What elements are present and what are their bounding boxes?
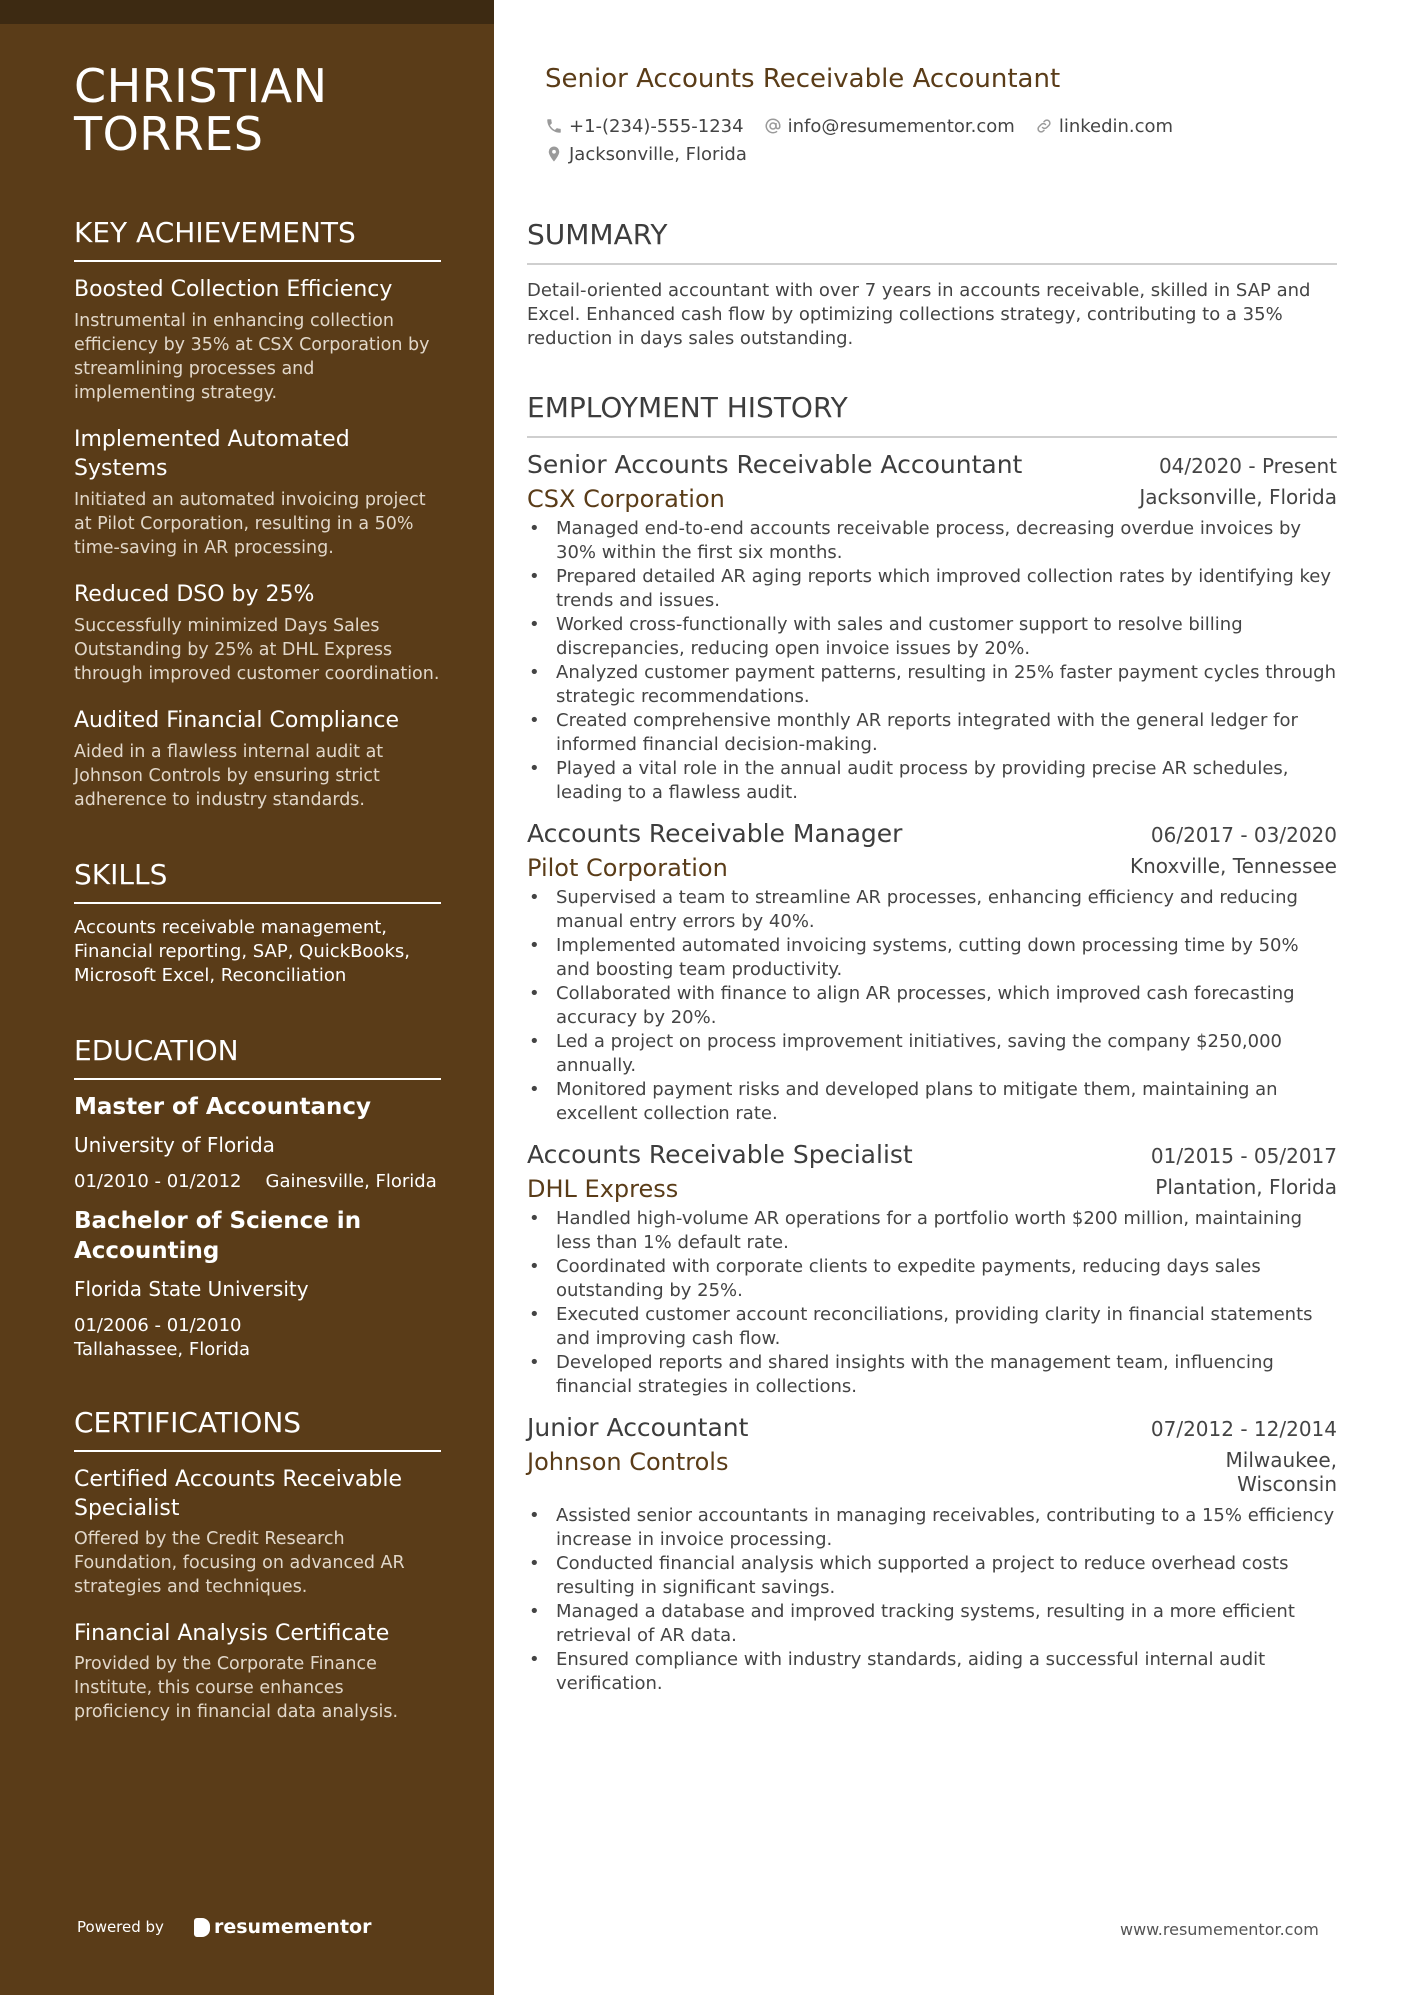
achievement-title: Boosted Collection Efficiency [74,277,393,302]
cert-desc: Provided by the Corporate Finance Institute, this course enhances proficiency in financial data analysis. [74,1654,399,1722]
brand-name: resumementor [213,1916,372,1938]
edu-dates: 01/2010 - 01/2012 [74,1171,242,1192]
edu-school: Florida State University [74,1277,309,1301]
summary-section [527,218,1337,351]
brand-logo[interactable] [194,1916,372,1938]
contact-phone[interactable] [545,116,744,137]
certification-item [74,1619,441,1724]
achievement-item [74,425,441,560]
job-role: Senior Accounts Receivable Accountant [527,450,1023,479]
bullet-item: • Ensured compliance with industry standards, aiding a successful internal audit verification. [527,1648,1337,1696]
edu-school: University of Florida [74,1133,275,1157]
name-first: CHRISTIAN [74,59,328,113]
job-location: Plantation, Florida [1155,1175,1337,1199]
contact-email[interactable] [764,116,1015,137]
job-location-line2: Wisconsin [1237,1472,1337,1496]
education-heading: EDUCATION [74,1034,441,1080]
job-company: CSX Corporation [527,485,725,513]
edu-location: Gainesville, Florida [265,1171,437,1192]
phone-text: +1-(234)-555-1234 [569,115,744,137]
at-icon [764,117,782,135]
bullet-item: • Managed a database and improved tracking systems, resulting in a more efficient retrieval of AR data. [527,1600,1337,1648]
edu-meta [74,1170,441,1194]
bullet-item: • Managed end-to-end accounts receivable process, decreasing overdue invoices by 30% within the first six months. [527,517,1337,565]
bullet-item: • Created comprehensive monthly AR reports integrated with the general ledger for informed financial decision-making. [527,709,1337,757]
location-text: Jacksonville, Florida [569,143,747,165]
achievement-desc: Aided in a flawless internal audit at Johnson Controls by ensuring strict adherence to industry standards. [74,742,384,810]
linkedin-text: linkedin.com [1058,115,1174,137]
edu-location: Tallahassee, Florida [74,1339,251,1360]
powered-by [77,1916,371,1938]
job-bullets [527,886,1337,1126]
bullet-item: • Worked cross-functionally with sales and customer support to resolve billing discrepancies, reducing open invoice issues by 20%. [527,613,1337,661]
employment-heading: EMPLOYMENT HISTORY [527,391,1337,438]
bullet-item: • Prepared detailed AR aging reports which improved collection rates by identifying key trends and issues. [527,565,1337,613]
phone-icon [545,117,563,135]
contact-linkedin[interactable] [1035,116,1173,137]
job-company: Pilot Corporation [527,854,728,882]
bullet-item: • Handled high-volume AR operations for a portfolio worth $200 million, maintaining less than 1% default rate. [527,1207,1337,1255]
job-dates: 01/2015 - 05/2017 [1150,1144,1337,1168]
job-location: Knoxville, Tennessee [1129,854,1337,878]
education-item [74,1206,441,1362]
bullet-item: • Coordinated with corporate clients to expedite payments, reducing days sales outstanding by 25%. [527,1255,1337,1303]
job-location: Jacksonville, Florida [1139,485,1337,509]
job-bullets [527,1504,1337,1696]
achievement-item [74,706,441,812]
bullet-item: • Led a project on process improvement initiatives, saving the company $250,000 annually. [527,1030,1337,1078]
achievement-item [74,275,441,405]
job-entry [527,1413,1337,1696]
achievement-title: Implemented Automated Systems [74,427,350,481]
job-role: Accounts Receivable Specialist [527,1140,913,1169]
achievements-heading: KEY ACHIEVEMENTS [74,216,441,262]
sidebar-top-band [0,0,494,24]
skills-text: Accounts receivable management, Financial reporting, SAP, QuickBooks, Microsoft Excel, Reconciliation [74,917,410,986]
achievement-desc: Initiated an automated invoicing project at Pilot Corporation, resulting in a 50% time-saving in AR processing. [74,490,426,558]
bullet-item: • Supervised a team to streamline AR processes, enhancing efficiency and reducing manual entry errors by 40%. [527,886,1337,934]
contact-info [545,112,1193,168]
edu-meta [74,1314,441,1362]
job-bullets [527,517,1337,805]
bullet-item: • Collaborated with finance to align AR processes, which improved cash forecasting accuracy by 20%. [527,982,1337,1030]
candidate-name [74,59,441,161]
achievement-title: Audited Financial Compliance [74,708,400,733]
job-entry [527,819,1337,1126]
name-last: TORRES [74,107,264,161]
education-section [74,1034,441,1362]
job-role: Accounts Receivable Manager [527,819,903,848]
headline-job-title: Senior Accounts Receivable Accountant [545,64,1061,94]
bullet-item: • Monitored payment risks and developed plans to mitigate them, maintaining an excellent collection rate. [527,1078,1337,1126]
summary-text: Detail-oriented accountant with over 7 years in accounts receivable, skilled in SAP and Excel. Enhanced cash flow by optimizing collections strategy, contributing to a 35% reduction in days sales outstanding. [527,280,1311,349]
education-item [74,1092,441,1194]
cert-title: Financial Analysis Certificate [74,1621,390,1646]
job-company: Johnson Controls [527,1448,729,1476]
bullet-item: • Played a vital role in the annual audit process by providing precise AR schedules, leading to a flawless audit. [527,757,1337,805]
job-bullets [527,1207,1337,1399]
website-link[interactable]: www.resumementor.com [1120,1920,1319,1939]
job-entry [527,450,1337,805]
cert-desc: Offered by the Credit Research Foundation, focusing on advanced AR strategies and techniques. [74,1529,405,1597]
email-text: info@resumementor.com [787,115,1015,137]
achievement-desc: Successfully minimized Days Sales Outstanding by 25% at DHL Express through improved customer coordination. [74,616,440,684]
bullet-item: • Conducted financial analysis which supported a project to reduce overhead costs resulting in significant savings. [527,1552,1337,1600]
job-entry [527,1140,1337,1399]
job-dates: 04/2020 - Present [1158,454,1337,478]
achievement-item [74,580,441,686]
location-pin-icon [545,145,563,163]
skills-section [74,858,441,988]
cert-title: Certified Accounts Receivable Specialist [74,1467,403,1521]
job-dates: 06/2017 - 03/2020 [1150,823,1337,847]
link-icon [1035,117,1053,135]
job-role: Junior Accountant [527,1413,749,1442]
job-dates: 07/2012 - 12/2014 [1150,1417,1337,1441]
certifications-heading: CERTIFICATIONS [74,1406,441,1452]
bullet-item: • Developed reports and shared insights with the management team, influencing financial strategies in collections. [527,1351,1337,1399]
achievement-desc: Instrumental in enhancing collection efficiency by 35% at CSX Corporation by streamlining processes and implementing strategy. [74,311,430,403]
edu-degree: Bachelor of Science in Accounting [74,1208,362,1264]
certifications-section [74,1406,441,1724]
edu-dates: 01/2006 - 01/2010 [74,1315,242,1336]
job-location-line1: Milwaukee, [1225,1448,1337,1472]
achievement-title: Reduced DSO by 25% [74,582,315,607]
sidebar [0,0,494,1995]
bullet-item: • Analyzed customer payment patterns, resulting in 25% faster payment cycles through strategic recommendations. [527,661,1337,709]
summary-heading: SUMMARY [527,218,1337,265]
job-location [1226,1448,1338,1496]
brand-logo-icon [194,1918,210,1937]
powered-by-label: Powered by [77,1918,164,1936]
employment-section [527,391,1337,1696]
skills-heading: SKILLS [74,858,441,904]
edu-degree: Master of Accountancy [74,1094,371,1120]
bullet-item: • Assisted senior accountants in managing receivables, contributing to a 15% efficiency increase in invoice processing. [527,1504,1337,1552]
certification-item [74,1465,441,1599]
job-company: DHL Express [527,1175,679,1203]
bullet-item: • Implemented automated invoicing systems, cutting down processing time by 50% and boosting team productivity. [527,934,1337,982]
bullet-item: • Executed customer account reconciliations, providing clarity in financial statements and improving cash flow. [527,1303,1337,1351]
achievements-section [74,216,441,812]
contact-location [545,144,747,165]
